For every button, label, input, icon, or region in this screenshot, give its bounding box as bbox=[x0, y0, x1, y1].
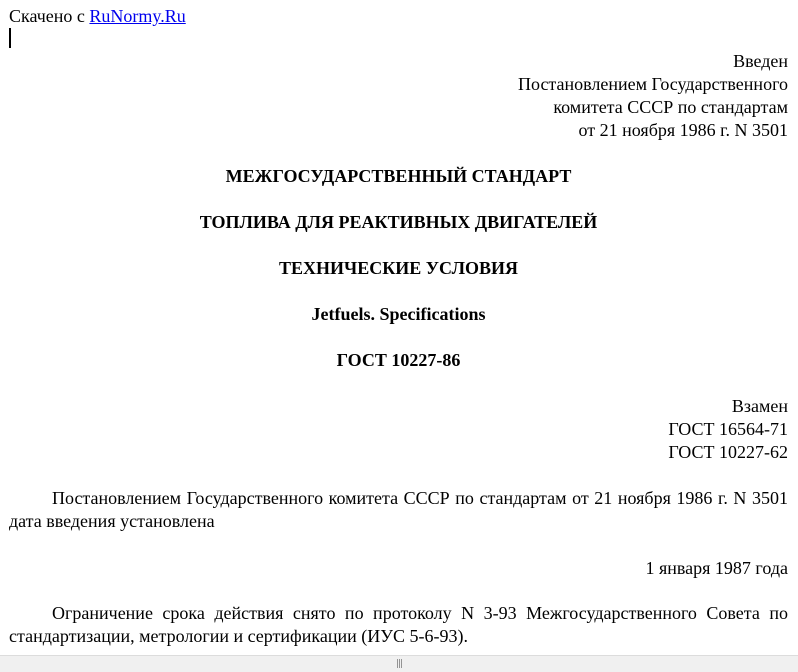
introduced-line-2: Постановлением Государственного bbox=[518, 74, 788, 94]
introduced-line-3: комитета СССР по стандартам bbox=[553, 97, 788, 117]
replaces-block bbox=[668, 395, 788, 464]
english-title-heading: Jetfuels. Specifications bbox=[311, 304, 486, 324]
source-line bbox=[9, 5, 186, 28]
replaced-standard-2: ГОСТ 10227-62 bbox=[668, 442, 788, 462]
text-cursor bbox=[9, 28, 11, 48]
replaced-standard-1: ГОСТ 16564-71 bbox=[668, 419, 788, 439]
introduced-block bbox=[518, 50, 788, 142]
scroll-grip-icon[interactable]: ||| bbox=[395, 659, 403, 669]
downloaded-prefix: Скачено с bbox=[9, 6, 85, 26]
standard-name-heading: ТОПЛИВА ДЛЯ РЕАКТИВНЫХ ДВИГАТЕЛЕЙ bbox=[199, 212, 598, 232]
site-link[interactable]: RuNormy.Ru bbox=[89, 6, 186, 26]
standard-code-heading: ГОСТ 10227-86 bbox=[336, 350, 461, 370]
limitation-paragraph: Ограничение срока действия снято по протоколу N 3-93 Межгосударственного Совета по стандартизации, метрологии и сертификации (ИУС 5-6-93). bbox=[9, 603, 788, 646]
introduced-line-4: от 21 ноября 1986 г. N 3501 bbox=[578, 120, 788, 140]
document-page bbox=[9, 0, 788, 655]
standard-type-heading: МЕЖГОСУДАРСТВЕННЫЙ СТАНДАРТ bbox=[225, 166, 572, 186]
effective-date: 1 января 1987 года bbox=[645, 558, 788, 578]
replaces-label: Взамен bbox=[731, 396, 788, 416]
decree-paragraph: Постановлением Государственного комитета СССР по стандартам от 21 ноября 1986 г. N 3501 дата введения установлена bbox=[9, 488, 788, 531]
introduced-line-1: Введен bbox=[733, 51, 788, 71]
standard-subtitle-heading: ТЕХНИЧЕСКИЕ УСЛОВИЯ bbox=[279, 258, 518, 278]
horizontal-scrollbar[interactable] bbox=[0, 655, 798, 672]
